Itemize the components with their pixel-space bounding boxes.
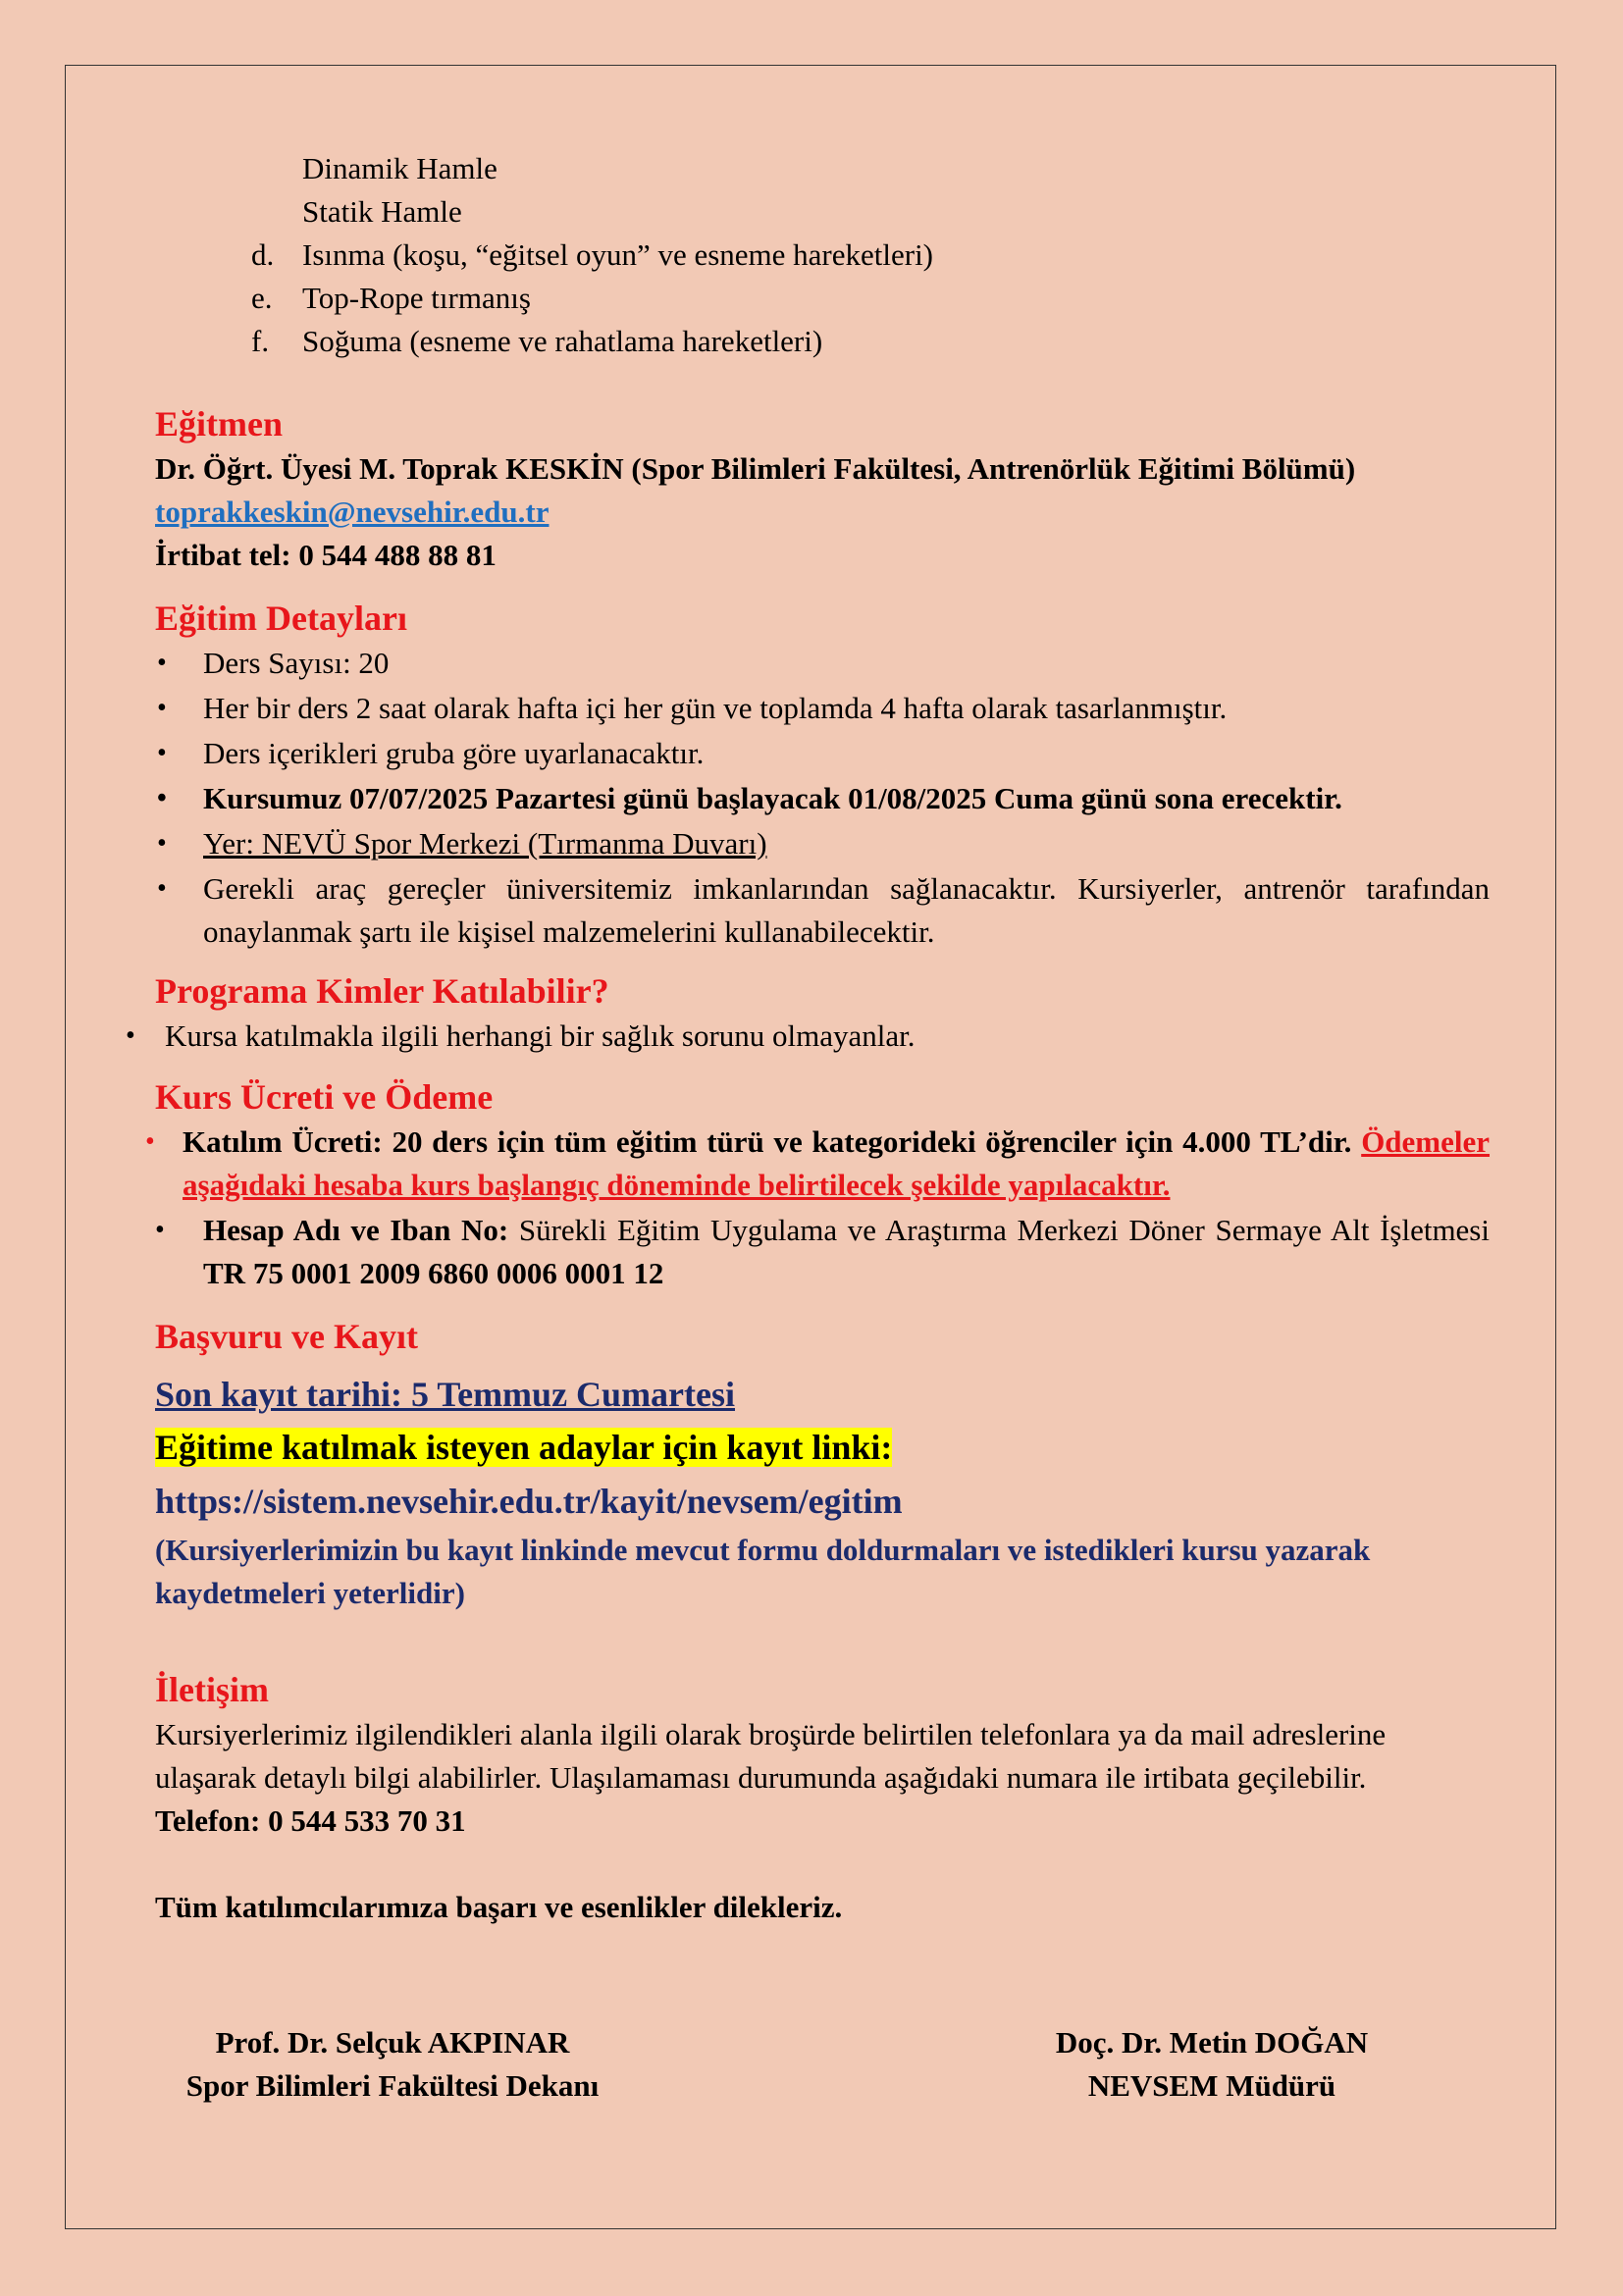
list-marker: e. — [251, 281, 273, 315]
fee-section — [145, 1073, 1491, 1295]
bullet-icon: • — [126, 1020, 135, 1051]
signature-left — [147, 2021, 638, 2108]
details-section — [155, 595, 1490, 954]
list-item — [155, 234, 1490, 277]
sub-item: Dinamik Hamle — [302, 151, 497, 185]
fee-text: Katılım Ücreti: 20 ders için tüm eğitim türü ve kategorideki öğrenciler için 4.000 TL’dir. — [183, 1124, 1352, 1159]
list-item-text: Top-Rope tırmanış — [302, 281, 531, 315]
sub-item: Statik Hamle — [302, 194, 462, 229]
registration-heading: Başvuru ve Kayıt — [155, 1317, 419, 1356]
fee-heading: Kurs Ücreti ve Ödeme — [155, 1077, 494, 1117]
program-list — [155, 147, 1490, 363]
course-dates: Kursumuz 07/07/2025 Pazartesi günü başlayacak 01/08/2025 Cuma günü sona erecektir. — [203, 781, 1342, 815]
list-item — [155, 822, 1490, 865]
list-item-text: Kursa katılmakla ilgili herhangi bir sağlık sorunu olmayanlar. — [165, 1018, 916, 1053]
list-marker: f. — [251, 324, 270, 358]
trainer-phone: İrtibat tel: 0 544 488 88 81 — [155, 538, 497, 572]
bullet-icon: • — [157, 738, 167, 768]
list-item — [155, 320, 1490, 363]
registration-link-label: Eğitime katılmak isteyen adaylar için kayıt linki: — [155, 1428, 893, 1467]
details-heading: Eğitim Detayları — [155, 599, 407, 638]
iban-number: TR 75 0001 2009 6860 0006 0001 12 — [203, 1256, 664, 1290]
list-item-text: Ders içerikleri gruba göre uyarlanacaktır. — [203, 736, 705, 770]
course-location: Yer: NEVÜ Spor Merkezi (Tırmanma Duvarı) — [203, 826, 767, 861]
list-item — [126, 1015, 1460, 1058]
registration-link[interactable]: https://sistem.nevsehir.edu.tr/kayit/nevsem/egitim — [155, 1482, 903, 1521]
registration-deadline: Son kayıt tarihi: 5 Temmuz Cumartesi — [155, 1375, 736, 1414]
signatory-title: NEVSEM Müdürü — [1087, 2068, 1336, 2103]
list-item-text: Her bir ders 2 saat olarak hafta içi her gün ve toplamda 4 hafta olarak tasarlanmıştır. — [203, 691, 1228, 725]
eligibility-section — [126, 967, 1490, 1058]
contact-section — [155, 1666, 1490, 1843]
bullet-icon: • — [157, 648, 167, 678]
list-item — [155, 777, 1490, 820]
list-item — [143, 1121, 1490, 1207]
contact-text: Kursiyerlerimiz ilgilendikleri alanla ilgili olarak broşürde belirtilen telefonlara ya da mail adreslerine ulaşarak detaylı bilgi alabilirler. Ulaşılamaması durumunda aşağıdaki numara ile irtibata geçilebilir. — [155, 1717, 1387, 1795]
contact-phone: Telefon: 0 544 533 70 31 — [155, 1803, 466, 1838]
registration-section — [155, 1313, 1490, 1615]
signature-right — [981, 2021, 1442, 2108]
iban-label: Hesap Adı ve Iban No: — [203, 1213, 509, 1247]
list-item — [155, 642, 1490, 685]
iban-account: Sürekli Eğitim Uygulama ve Araştırma Merkezi Döner Sermaye Alt İşletmesi — [518, 1213, 1490, 1247]
contact-heading: İletişim — [155, 1670, 269, 1709]
bullet-icon: • — [157, 828, 167, 859]
list-item — [155, 732, 1490, 775]
bullet-icon: • — [145, 1126, 155, 1157]
signatory-name: Prof. Dr. Selçuk AKPINAR — [215, 2025, 570, 2060]
document-body — [126, 147, 1491, 1929]
trainer-name: Dr. Öğrt. Üyesi M. Toprak KESKİN (Spor Bilimleri Fakültesi, Antrenörlük Eğitimi Bölümü) — [155, 451, 1356, 486]
list-item-text: Soğuma (esneme ve rahatlama hareketleri) — [302, 324, 823, 358]
signatory-name: Doç. Dr. Metin DOĞAN — [1055, 2025, 1369, 2060]
bullet-icon: • — [155, 1215, 165, 1245]
list-item — [155, 687, 1490, 730]
list-item-text: Gerekli araç gereçler üniversitemiz imkanlarından sağlanacaktır. Kursiyerler, antrenör tarafından onaylanmak şartı ile kişisel malzemelerini kullanabilecektir. — [203, 871, 1490, 949]
payment-note: Ödemeler aşağıdaki hesaba kurs başlangıç döneminde belirtilecek şekilde yapılacaktır. — [183, 1124, 1491, 1202]
closing-message: Tüm katılımcılarımıza başarı ve esenlikler dilekleriz. — [155, 1890, 843, 1924]
list-item — [143, 1209, 1490, 1295]
trainer-email-link[interactable]: toprakkeskin@nevsehir.edu.tr — [155, 495, 550, 529]
list-item-text: Isınma (koşu, “eğitsel oyun” ve esneme hareketleri) — [302, 237, 934, 272]
list-marker: d. — [251, 237, 275, 272]
list-item-text: Ders Sayısı: 20 — [203, 646, 390, 680]
list-item — [155, 867, 1490, 954]
trainer-section — [155, 400, 1490, 577]
registration-note: (Kursiyerlerimizin bu kayıt linkinde mevcut formu doldurmaları ve istedikleri kursu yazarak kaydetmeleri yeterlidir) — [155, 1533, 1371, 1610]
bullet-icon: • — [157, 783, 167, 813]
trainer-heading: Eğitmen — [155, 404, 283, 444]
eligibility-heading: Programa Kimler Katılabilir? — [155, 971, 609, 1011]
bullet-icon: • — [157, 693, 167, 723]
list-item — [155, 277, 1490, 320]
bullet-icon: • — [157, 873, 167, 904]
signatory-title: Spor Bilimleri Fakültesi Dekanı — [185, 2068, 600, 2103]
